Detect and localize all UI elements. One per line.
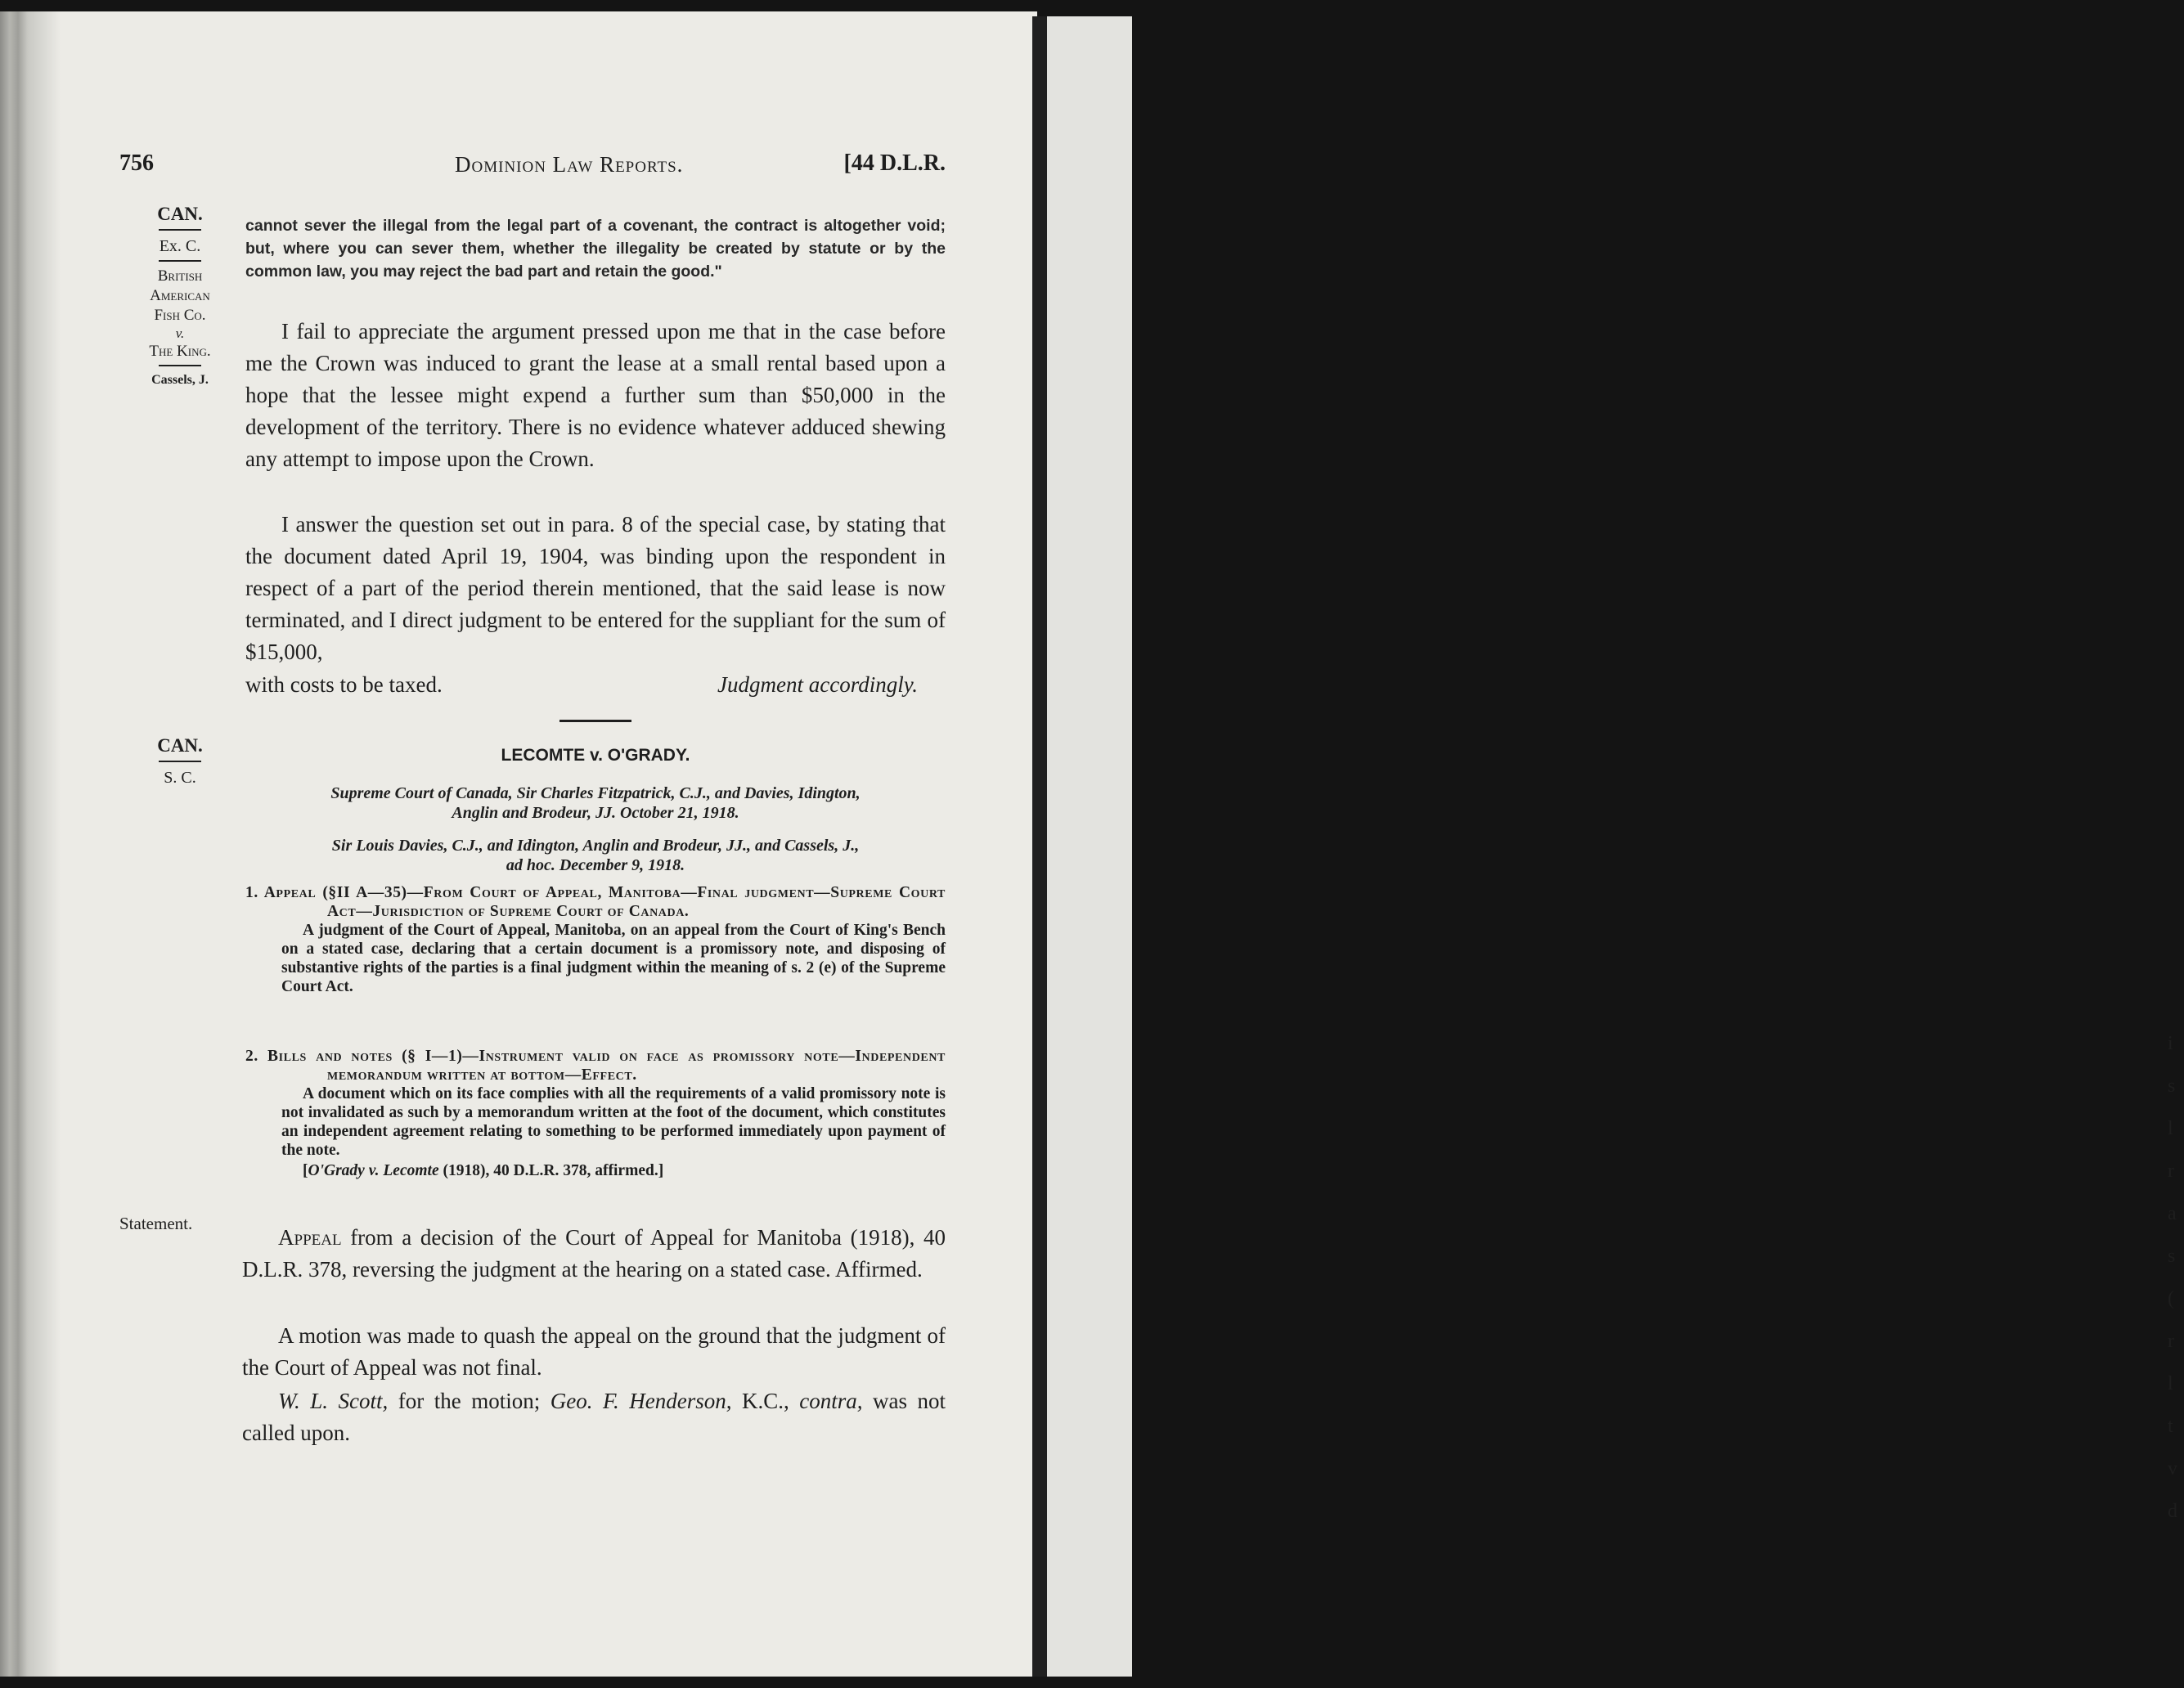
judge-label: Cassels, J. bbox=[151, 373, 209, 387]
paragraph-text: was not called upon. bbox=[242, 1389, 946, 1445]
page-number: 756 bbox=[119, 150, 154, 176]
versus-label: v. bbox=[175, 325, 185, 341]
statement-paragraph: A motion was made to quash the appeal on the ground that the judgment of the Court of Appeal was not final. bbox=[242, 1323, 946, 1380]
headnote bbox=[245, 1047, 946, 1180]
margin-rule bbox=[159, 761, 201, 762]
quoted-passage: cannot sever the illegal from the legal part of a covenant, the contract is altogether void; but, where you can sever them, whether the illegality be created by statute or by the common law, you may reject the bad part and retain the good." bbox=[245, 217, 946, 281]
court-line: Anglin and Brodeur, JJ. October 21, 1918. bbox=[452, 804, 739, 822]
court-panel bbox=[245, 783, 946, 823]
paragraph-text: from a decision of the Court of Appeal for Manitoba (1918), 40 D.L.R. 378, reversing the judgment at the hearing on a stated case. Affirmed. bbox=[242, 1225, 946, 1282]
court-label: S. C. bbox=[164, 769, 196, 787]
jurisdiction-label: CAN. bbox=[157, 204, 203, 224]
statement-paragraph bbox=[242, 1222, 946, 1286]
facing-page-char: l bbox=[2168, 1118, 2173, 1139]
party-line: British bbox=[157, 267, 203, 285]
court-panel bbox=[245, 836, 946, 875]
counsel-name: Geo. F. Henderson, bbox=[550, 1389, 732, 1413]
margin-rule bbox=[159, 260, 201, 262]
facing-page-char: s bbox=[2168, 1075, 2176, 1097]
paragraph-text: K.C., bbox=[731, 1389, 800, 1413]
contra-label: contra, bbox=[799, 1389, 863, 1413]
headnote-citation: [O'Grady v. Lecomte (1918), 40 D.L.R. 378, affirmed.] bbox=[303, 1162, 664, 1179]
jurisdiction-label: CAN. bbox=[157, 735, 203, 756]
page-binding-shadow bbox=[0, 11, 61, 1677]
paragraph: I answer the question set out in para. 8 of the special case, by stating that the document dated April 19, 1904, was binding upon the respondent in respect of a part of the period therein mentioned, that the said lease is now terminated, and I direct judgment to be entered for the suppliant for the sum of $15,000, bbox=[245, 512, 946, 664]
citation-reference: (1918), 40 D.L.R. 378, affirmed.] bbox=[438, 1162, 664, 1179]
book-gutter bbox=[1032, 16, 1047, 1677]
case-title: LECOMTE v. O'GRADY. bbox=[501, 746, 690, 765]
facing-page-char: t bbox=[2168, 1416, 2173, 1437]
paragraph: I fail to appreciate the argument pressed upon me that in the case before me the Crown was induced to grant the lease at a small rental based upon a hope that the lessee might expend a further sum than $50,000 in the development of the territory. There is no evidence whatever adduced shewing any attempt to impose upon the Crown. bbox=[245, 319, 946, 471]
party-line: Fish Co. bbox=[154, 307, 206, 324]
court-line: Supreme Court of Canada, Sir Charles Fitzpatrick, C.J., and Davies, Idington, bbox=[330, 784, 861, 802]
judgment-outcome: Judgment accordingly. bbox=[717, 672, 918, 697]
margin-rule bbox=[159, 229, 201, 231]
court-label: Ex. C. bbox=[159, 237, 201, 255]
facing-page-char: r bbox=[2168, 1160, 2174, 1182]
lead-word: Appeal bbox=[278, 1225, 342, 1250]
facing-page-char: a bbox=[2168, 1203, 2177, 1224]
statement-margin-label: Statement. bbox=[119, 1214, 193, 1233]
citation-case-name: O'Grady v. Lecomte bbox=[308, 1162, 439, 1179]
facing-page-char: r bbox=[2168, 1331, 2174, 1352]
party-line: American bbox=[150, 287, 210, 304]
facing-page-edge bbox=[1047, 16, 2177, 1677]
facing-page-char: i bbox=[2168, 1033, 2173, 1054]
counsel-name: W. L. Scott, bbox=[278, 1389, 389, 1413]
headnote-heading: 1. Appeal (§II A—35)—From Court of Appeal, Manitoba—Final judgment—Supreme Court Act—Jurisdiction of Supreme Court of Canada. bbox=[245, 884, 946, 920]
headnote-body: A judgment of the Court of Appeal, Manitoba, on an appeal from the Court of King's Bench on a stated case, declaring that a certain document is a promissory note, and disposing of substantive rights of the parties is a final judgment within the meaning of s. 2 (e) of the Supreme Court Act. bbox=[281, 922, 946, 995]
counsel-paragraph bbox=[242, 1385, 946, 1449]
headnote-heading: 2. Bills and notes (§ I—1)—Instrument valid on face as promissory note—Independent memorandum written at bottom—Effect. bbox=[245, 1048, 946, 1084]
headnote bbox=[245, 883, 946, 996]
page-header bbox=[119, 150, 946, 183]
facing-page-char: s bbox=[2168, 1246, 2176, 1267]
party-line: The King. bbox=[149, 343, 211, 360]
margin-note-first-case bbox=[115, 203, 245, 389]
facing-page-char: v bbox=[2168, 1458, 2177, 1479]
facing-page-characters bbox=[2168, 1022, 2184, 1533]
facing-page-char: l bbox=[2168, 1373, 2173, 1394]
headnote-body: A document which on its face complies with all the requirements of a valid promissory note is not invalidated as such by a memorandum written at the foot of the document, which constitutes an independent agreement relating to something to be performed immediately upon payment of the note. bbox=[281, 1085, 946, 1159]
section-divider bbox=[559, 720, 631, 722]
paragraph-text: with costs to be taxed. bbox=[245, 672, 443, 697]
margin-rule bbox=[159, 365, 201, 366]
paragraph-text: for the motion; bbox=[388, 1389, 550, 1413]
facing-page-char: d bbox=[2168, 1501, 2177, 1522]
margin-note-second-case bbox=[115, 734, 245, 788]
facing-page-char: ( bbox=[2168, 1288, 2174, 1309]
running-title: Dominion Law Reports. bbox=[455, 152, 684, 177]
court-line: Sir Louis Davies, C.J., and Idington, Anglin and Brodeur, JJ., and Cassels, J., bbox=[331, 837, 860, 855]
volume-reference: [44 D.L.R. bbox=[843, 150, 946, 176]
paragraph-final-line bbox=[245, 669, 946, 701]
court-line: ad hoc. December 9, 1918. bbox=[506, 856, 685, 874]
